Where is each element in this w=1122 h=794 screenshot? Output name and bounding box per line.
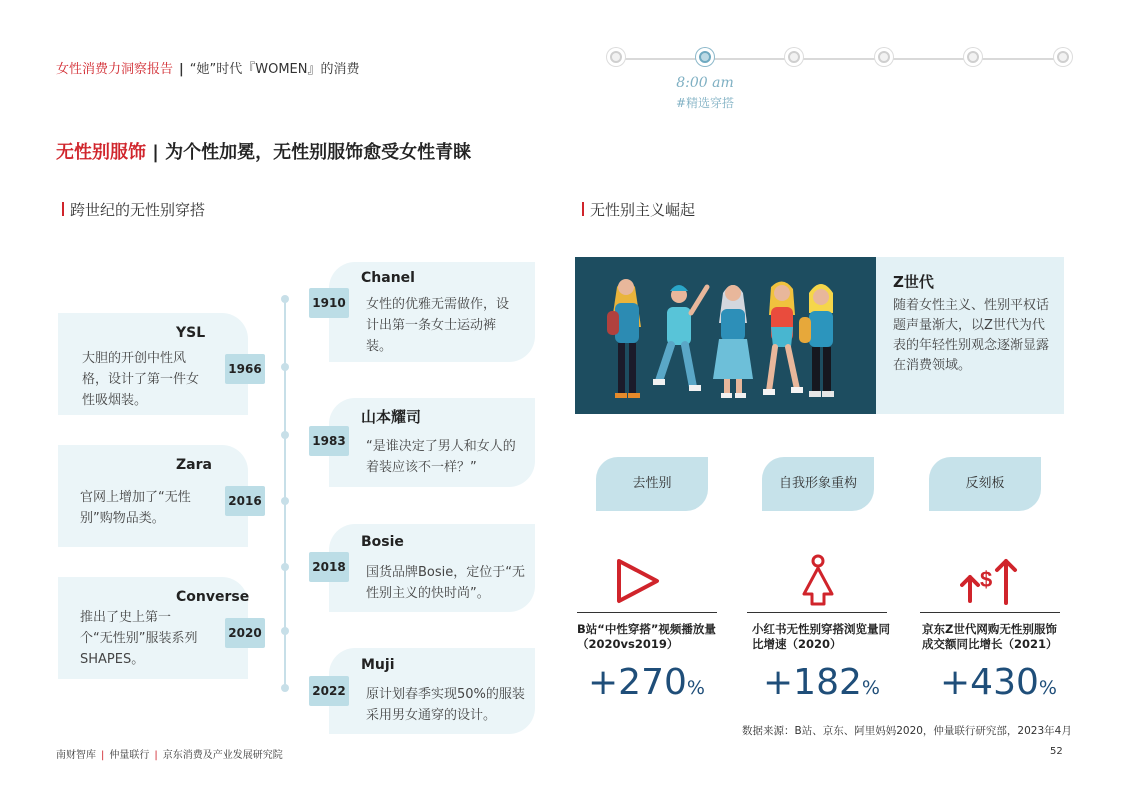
stat-unit: % xyxy=(861,677,880,699)
stat-divider xyxy=(920,612,1060,613)
brand-name: YSL xyxy=(176,325,206,341)
time-label: 8:00 am xyxy=(676,75,734,91)
brand-name: Bosie xyxy=(361,534,404,550)
timeline-card-yamamoto xyxy=(329,398,535,487)
timeline-dot xyxy=(281,363,289,371)
play-icon xyxy=(615,557,661,605)
progress-dot-4[interactable] xyxy=(878,51,890,63)
left-section-heading: 跨世纪的无性别穿搭 xyxy=(62,199,205,220)
footer-org: 南财智库 xyxy=(56,750,96,761)
data-source-note: 数据来源：B站、京东、阿里妈妈2020，仲量联行研究部，2023年4月 xyxy=(742,725,1072,737)
brand-name: Chanel xyxy=(361,270,415,286)
z-generation-description: 随着女性主义、性别平权话题声量渐大，以Z世代为代表的年轻性别观念逐渐显露在消费领域。 xyxy=(893,298,1050,373)
event-description: 推出了史上第一个“无性别”服装系列SHAPES。 xyxy=(80,610,198,667)
stat-value-jd xyxy=(940,662,1057,703)
z-generation-box xyxy=(876,257,1064,414)
brand-name: Zara xyxy=(176,457,212,473)
title-highlight: 无性别服饰 xyxy=(56,142,146,163)
event-description: 原计划春季实现50%的服装采用男女通穿的设计。 xyxy=(366,687,525,723)
women-group-illustration xyxy=(575,257,876,414)
female-figure-icon xyxy=(800,554,836,606)
event-description: 国货品牌Bosie，定位于“无性别主义的快时尚”。 xyxy=(366,565,525,601)
illustration-svg xyxy=(575,257,876,414)
event-description: 女性的优雅无需做作，设计出第一条女士运动裤装。 xyxy=(366,297,510,354)
timeline-card-chanel xyxy=(329,262,535,362)
stat-number: +430 xyxy=(940,662,1039,703)
section-tag: #精选穿搭 xyxy=(675,96,735,110)
timeline-dot xyxy=(281,497,289,505)
stat-number: +182 xyxy=(763,662,862,703)
stat-value-xiaohongshu xyxy=(763,662,880,703)
progress-dot-6[interactable] xyxy=(1057,51,1069,63)
timeline-card-converse xyxy=(58,577,248,679)
keyword-pill-anti-stereotype: 反刻板 xyxy=(929,457,1041,511)
year-badge: 1983 xyxy=(309,426,349,456)
timeline-card-zara xyxy=(58,445,248,547)
money-up-icon xyxy=(960,555,1020,605)
stat-label-xiaohongshu: 小红书无性别穿搭浏览量同比增速（2020） xyxy=(752,622,890,651)
stat-unit: % xyxy=(686,677,705,699)
progress-dot-3[interactable] xyxy=(788,51,800,63)
report-header xyxy=(56,58,359,77)
timeline-card-ysl xyxy=(58,313,248,415)
page-title xyxy=(56,138,471,164)
brand-name: 山本耀司 xyxy=(361,408,422,426)
right-section-heading: 无性别主义崛起 xyxy=(582,199,695,220)
keyword-pill-self-image: 自我形象重构 xyxy=(762,457,874,511)
timeline-dot xyxy=(281,431,289,439)
page-number: 52 xyxy=(1050,746,1063,757)
event-description: 大胆的开创中性风格，设计了第一件女性吸烟装。 xyxy=(82,351,200,408)
event-description: “是谁决定了男人和女人的着装应该不一样？” xyxy=(366,439,516,475)
progress-track xyxy=(616,58,1064,60)
brand-name: Muji xyxy=(361,657,395,673)
stat-value-bilibili xyxy=(588,662,705,703)
year-badge: 2020 xyxy=(225,618,265,648)
brand-name: Converse xyxy=(176,589,250,605)
progress-dot-1[interactable] xyxy=(610,51,622,63)
stat-unit: % xyxy=(1038,677,1057,699)
timeline-dot xyxy=(281,684,289,692)
year-badge: 2016 xyxy=(225,486,265,516)
footer-orgs: 南财智库 | 仲量联行 | 京东消费及产业发展研究院 xyxy=(56,750,283,761)
header-separator: | xyxy=(179,62,184,77)
stat-divider xyxy=(577,612,717,613)
report-subtitle: “她”时代『WOMEN』的消费 xyxy=(189,62,360,77)
progress-dot-5[interactable] xyxy=(967,51,979,63)
progress-dot-2-current[interactable] xyxy=(699,51,711,63)
timeline-card-muji xyxy=(329,648,535,734)
timeline-dot xyxy=(281,627,289,635)
timeline-dot xyxy=(281,295,289,303)
year-badge: 1966 xyxy=(225,354,265,384)
stat-label-bilibili: B站“中性穿搭”视频播放量（2020vs2019） xyxy=(577,622,716,651)
keyword-pill-degender: 去性别 xyxy=(596,457,708,511)
stat-divider xyxy=(747,612,887,613)
svg-text:$: $ xyxy=(980,567,993,592)
year-badge: 2022 xyxy=(309,676,349,706)
timeline-dot xyxy=(281,563,289,571)
stat-number: +270 xyxy=(588,662,687,703)
event-description: 官网上增加了“无性别”购物品类。 xyxy=(80,490,191,526)
year-badge: 2018 xyxy=(309,552,349,582)
report-name: 女性消费力洞察报告 xyxy=(56,62,174,77)
title-rest: 为个性加冕，无性别服饰愈受女性青睐 xyxy=(165,142,472,163)
title-separator: | xyxy=(152,142,159,163)
stat-label-jd: 京东Z世代网购无性别服饰成交额同比增长（2021） xyxy=(922,622,1058,651)
z-generation-title: Z世代 xyxy=(893,273,934,291)
timeline-card-bosie xyxy=(329,524,535,612)
footer-org: 仲量联行 xyxy=(109,750,150,761)
year-badge: 1910 xyxy=(309,288,349,318)
footer-org: 京东消费及产业发展研究院 xyxy=(162,750,283,761)
